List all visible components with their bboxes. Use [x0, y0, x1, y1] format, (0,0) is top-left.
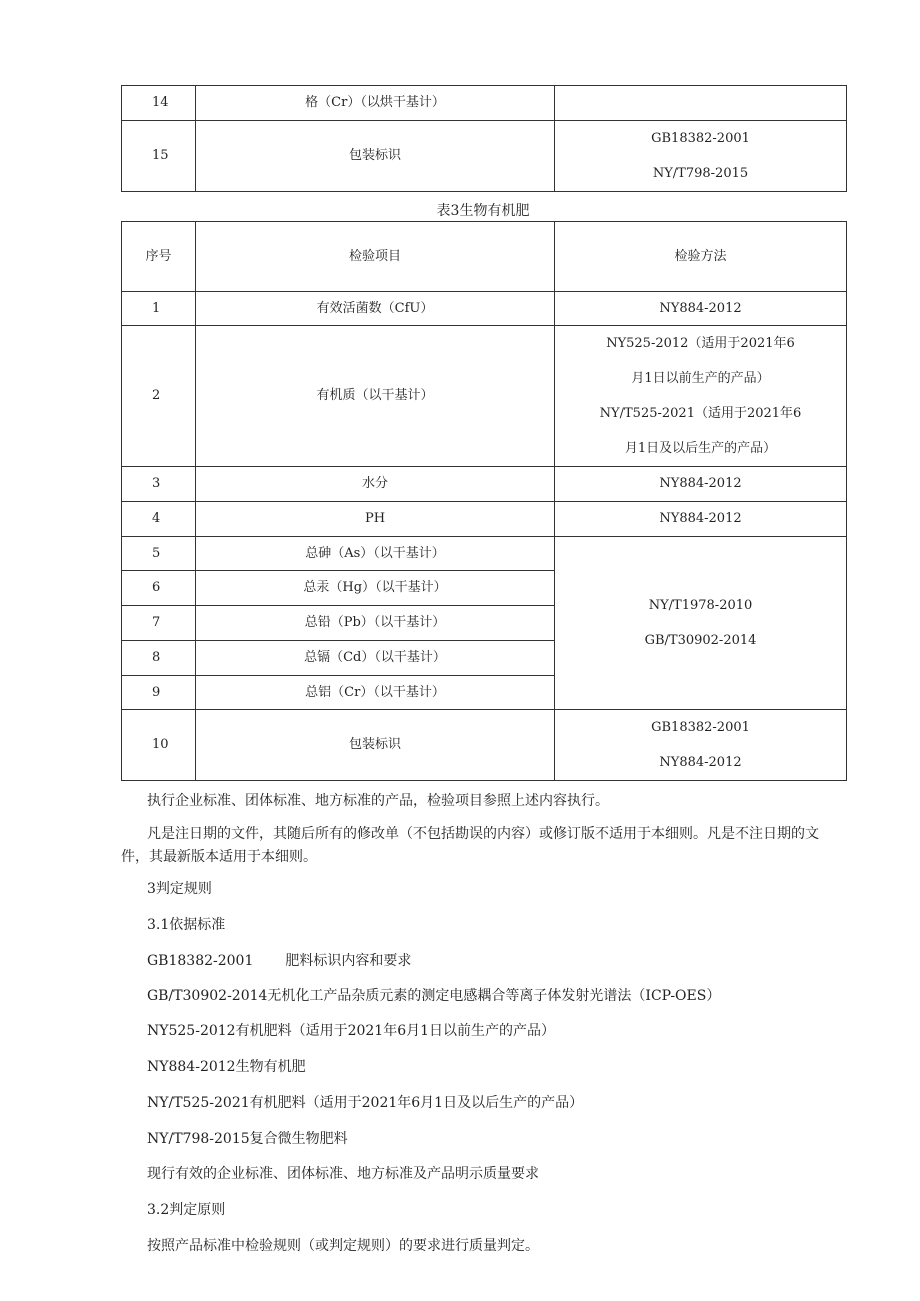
test-method	[555, 121, 847, 192]
standard-title: 肥料标识内容和要求	[285, 953, 412, 969]
row-number: 15	[122, 121, 196, 192]
test-method: NY884-2012	[555, 502, 847, 537]
method-line: NY884-2012	[659, 755, 742, 770]
method-line: 月1日以前生产的产品）	[631, 371, 770, 386]
row-number: 6	[122, 571, 196, 606]
standard-current: 现行有效的企业标准、团体标准、地方标准及产品明示质量要求	[147, 1166, 539, 1182]
row-number: 7	[122, 606, 196, 641]
row-number: 10	[122, 710, 196, 781]
table-row	[122, 537, 847, 571]
test-item: 有机质（以干基计）	[196, 326, 555, 467]
test-item: 总镉（Cd）（以干基计）	[196, 641, 555, 676]
method-line: NY/T525-2021（适用于2021年6	[599, 406, 802, 421]
table-row	[122, 502, 847, 537]
row-number: 8	[122, 641, 196, 676]
paragraph-judgement: 按照产品标准中检验规则（或判定规则）的要求进行质量判定。	[147, 1238, 539, 1254]
table-row	[122, 292, 847, 326]
method-line: NY/T798-2015	[652, 166, 749, 181]
test-method	[555, 326, 847, 467]
test-method-merged	[555, 537, 847, 710]
standard-gbt30902: GB/T30902-2014无机化工产品杂质元素的测定电感耦合等离子体发射光谱法（ICP-OES）	[147, 988, 721, 1004]
standard-code: GB18382-2001	[147, 953, 254, 969]
test-item: 格（Cr）（以烘干基计）	[196, 86, 555, 121]
method-line: GB/T30902-2014	[644, 633, 757, 648]
standard-ny884: NY884-2012生物有机肥	[147, 1059, 306, 1075]
row-number: 4	[122, 502, 196, 537]
method-line: 月1日及以后生产的产品）	[624, 441, 777, 456]
section-heading-3: 3判定规则	[147, 881, 212, 897]
row-number: 14	[122, 86, 196, 121]
paragraph-scope: 执行企业标准、团体标准、地方标准的产品，检验项目参照上述内容执行。	[147, 793, 609, 809]
method-line: GB18382-2001	[651, 720, 750, 735]
test-method	[555, 710, 847, 781]
header-item: 检验项目	[196, 222, 555, 292]
test-item: 总砷（As）（以干基计）	[196, 537, 555, 571]
paragraph-dated-docs: 凡是注日期的文件，其随后所有的修改单（不包括勘误的内容）或修订版不适用于本细则。凡是不注日期的文件，其最新版本适用于本细则。	[121, 826, 819, 865]
test-item: 总铅（Pb）（以干基计）	[196, 606, 555, 641]
test-item: 总铝（Cr）（以干基计）	[196, 676, 555, 710]
standard-nyt798: NY/T798-2015复合微生物肥料	[147, 1131, 348, 1147]
row-number: 3	[122, 467, 196, 502]
test-method	[555, 86, 847, 121]
test-item: 水分	[196, 467, 555, 502]
test-item: 包装标识	[196, 710, 555, 781]
section-heading-3-2: 3.2判定原则	[147, 1202, 226, 1218]
row-number: 2	[122, 326, 196, 467]
table-row	[122, 121, 847, 192]
section-heading-3-1: 3.1依据标准	[147, 917, 226, 933]
method-line: NY/T1978-2010	[648, 598, 753, 613]
row-number: 1	[122, 292, 196, 326]
row-number: 9	[122, 676, 196, 710]
table-caption: 表3生物有机肥	[436, 203, 530, 219]
row-number: 5	[122, 537, 196, 571]
test-method: NY884-2012	[555, 292, 847, 326]
standard-nyt525: NY/T525-2021有机肥料（适用于2021年6月1日及以后生产的产品）	[147, 1095, 584, 1111]
table-row	[122, 467, 847, 502]
method-line: NY525-2012（适用于2021年6	[606, 336, 795, 351]
header-method: 检验方法	[555, 222, 847, 292]
table-3-bio-organic-fertilizer	[121, 221, 847, 781]
standard-gb18382	[147, 950, 411, 970]
test-item: 有效活菌数（CfU）	[196, 292, 555, 326]
table-row	[122, 86, 847, 121]
test-item: PH	[196, 502, 555, 537]
test-method: NY884-2012	[555, 467, 847, 502]
test-item: 包装标识	[196, 121, 555, 192]
table-row	[122, 326, 847, 467]
method-line: GB18382-2001	[651, 131, 750, 146]
table-top-continued	[121, 85, 847, 192]
test-item: 总汞（Hg）（以干基计）	[196, 571, 555, 606]
table-row	[122, 710, 847, 781]
table-header-row	[122, 222, 847, 292]
standard-ny525: NY525-2012有机肥料（适用于2021年6月1日以前生产的产品）	[147, 1023, 556, 1039]
header-no: 序号	[122, 222, 196, 292]
